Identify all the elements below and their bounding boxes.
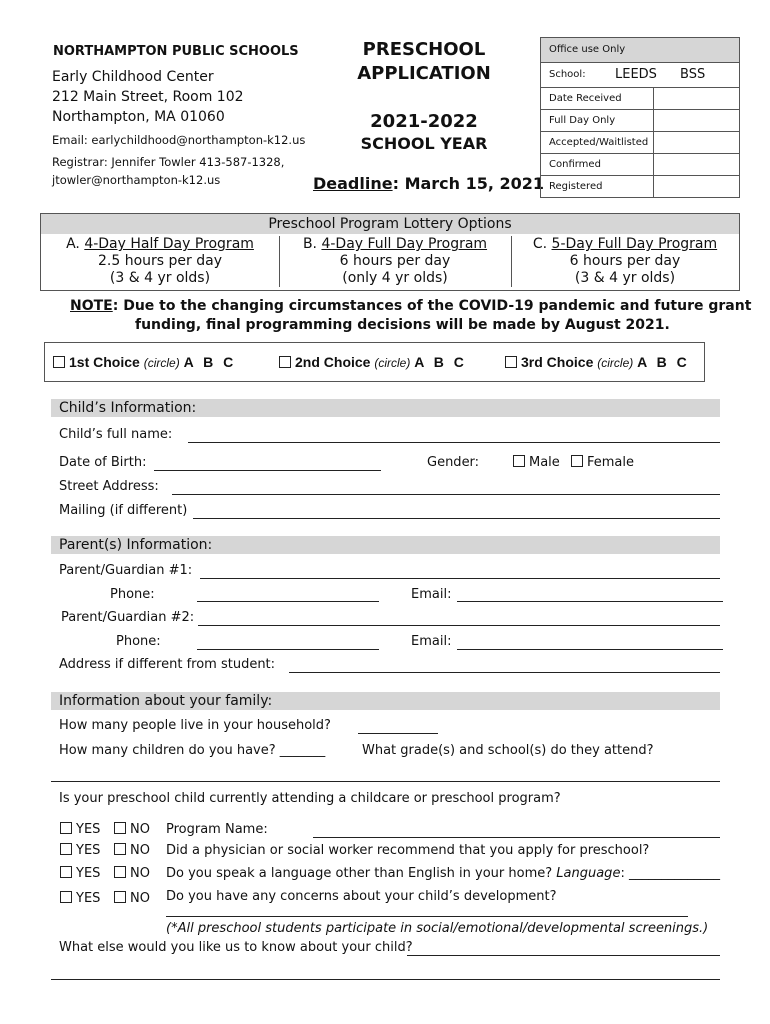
household-label: How many people live in your household? [59, 718, 331, 733]
office-cell[interactable] [653, 176, 739, 197]
contact-email: Email: earlychildhood@northampton-k12.us [52, 133, 306, 147]
choice-hint: (circle) [143, 356, 180, 370]
option-title: 4-Day Half Day Program [84, 236, 254, 252]
address-line-1: 212 Main Street, Room 102 [52, 89, 244, 105]
gender-label: Gender: [427, 455, 480, 470]
mailing-label: Mailing (if different) [59, 503, 188, 518]
option-hours: 2.5 hours per day [98, 253, 222, 269]
checkbox-icon[interactable] [114, 891, 126, 903]
phone1-field[interactable] [197, 601, 379, 602]
concerns-no[interactable] [114, 891, 150, 906]
guardian1-field[interactable] [200, 578, 720, 579]
checkbox-icon[interactable] [513, 455, 525, 467]
option-letter: C. [532, 236, 552, 252]
screening-note: (*All preschool students participate in social/emotional/developmental screenings.) [166, 921, 709, 936]
checkbox-icon[interactable] [60, 891, 72, 903]
child-name-field[interactable] [188, 442, 720, 443]
choice-selection-box [44, 342, 705, 382]
school-option-bss[interactable]: BSS [680, 67, 706, 82]
option-letter: A. [66, 236, 85, 252]
note-label: NOTE [70, 298, 113, 314]
yes-label: YES [76, 866, 101, 881]
option-ages: (3 & 4 yr olds) [109, 270, 211, 286]
title-application: APPLICATION [357, 63, 491, 84]
attending-question: Is your preschool child currently attending a childcare or preschool program? [59, 791, 561, 806]
org-name: NORTHAMPTON PUBLIC SCHOOLS [53, 44, 299, 59]
office-row-label: Registered [549, 181, 603, 192]
else-field-2[interactable] [51, 979, 720, 980]
no-label: NO [130, 843, 150, 858]
office-title-row [541, 38, 739, 62]
no-label: NO [130, 822, 150, 837]
section-child-info: Child’s Information: [51, 399, 720, 417]
office-school-label: School: [549, 69, 586, 80]
center-name: Early Childhood Center [52, 69, 214, 85]
phone2-field[interactable] [197, 649, 379, 650]
option-ages: (only 4 yr olds) [342, 270, 448, 286]
option-name [280, 236, 510, 253]
guardian2-label: Parent/Guardian #2: [61, 610, 195, 625]
address-line-2: Northampton, MA 01060 [52, 109, 225, 125]
language-q-text: Do you speak a language other than English in your home? [166, 866, 553, 881]
program-name-field[interactable] [313, 837, 720, 838]
deadline-label: Deadline [313, 174, 393, 193]
checkbox-icon[interactable] [279, 356, 291, 368]
else-field[interactable] [407, 955, 720, 956]
checkbox-icon[interactable] [114, 866, 126, 878]
email2-label: Email: [411, 634, 452, 649]
female-label: Female [587, 455, 635, 470]
registrar-line-1: Registrar: Jennifer Towler 413-587-1328, [52, 155, 285, 169]
office-row-accepted [541, 131, 739, 153]
registrar-line-2: jtowler@northampton-k12.us [52, 173, 221, 187]
choice-hint: (circle) [374, 356, 411, 370]
office-row-label: Confirmed [549, 159, 601, 170]
option-letter: B. [302, 236, 322, 252]
language-question [166, 866, 720, 881]
street-label: Street Address: [59, 479, 159, 494]
office-row-label: Date Received [549, 93, 622, 104]
household-field[interactable] [358, 733, 438, 734]
office-row-label: Full Day Only [549, 115, 616, 126]
concerns-question: Do you have any concerns about your child’s development? [166, 889, 557, 904]
else-label: What else would you like us to know about your child? [59, 940, 413, 955]
choice-label: 2nd Choice [295, 354, 371, 370]
deadline-date: : March 15, 2021 [392, 174, 545, 193]
school-option-leeds[interactable]: LEEDS [615, 67, 657, 82]
male-label: Male [529, 455, 560, 470]
option-title: 5-Day Full Day Program [551, 236, 718, 252]
language-blank[interactable]: : ______________ [620, 866, 720, 881]
checkbox-icon[interactable] [114, 843, 126, 855]
lottery-options-table [40, 213, 740, 291]
phone2-label: Phone: [116, 634, 161, 649]
no-label: NO [130, 866, 150, 881]
checkbox-icon[interactable] [60, 843, 72, 855]
lottery-option-a [45, 236, 275, 287]
office-cell[interactable] [653, 110, 739, 131]
option-name [512, 236, 738, 253]
yes-label: YES [76, 822, 101, 837]
parent-address-field[interactable] [289, 672, 720, 673]
option-hours: 6 hours per day [569, 253, 681, 269]
title-preschool: PRESCHOOL [362, 39, 486, 60]
office-row-registered [541, 175, 739, 197]
checkbox-icon[interactable] [60, 866, 72, 878]
child-name-label: Child’s full name: [59, 427, 173, 442]
dob-label: Date of Birth: [59, 455, 147, 470]
guardian2-field[interactable] [198, 625, 720, 626]
office-title: Office use Only [549, 44, 626, 55]
choice-options: A B C [183, 354, 234, 370]
title-year: 2021-2022 [370, 111, 478, 132]
no-label: NO [130, 891, 150, 906]
office-use-box [540, 37, 740, 198]
grades-field[interactable] [51, 781, 720, 782]
note-line-2: funding, final programming decisions will be made by August 2021. [135, 317, 670, 333]
office-cell[interactable] [653, 132, 739, 153]
children-label: How many children do you have? _______ [59, 743, 326, 758]
choice-label: 3rd Choice [521, 354, 594, 370]
note-text: : Due to the changing circumstances of the COVID-19 pandemic and future grant [112, 298, 752, 314]
yes-label: YES [76, 891, 101, 906]
choice-2[interactable] [279, 354, 464, 370]
choice-3[interactable] [505, 354, 687, 370]
checkbox-icon[interactable] [571, 455, 583, 467]
note-line-1 [70, 298, 751, 314]
parent-address-label: Address if different from student: [59, 657, 276, 672]
concerns-yes[interactable] [60, 891, 100, 906]
language-no[interactable] [114, 866, 150, 881]
language-yes[interactable] [60, 866, 100, 881]
choice-options: A B C [637, 354, 687, 370]
concerns-field[interactable] [166, 916, 688, 917]
gender-female[interactable] [571, 455, 634, 470]
attending-yes[interactable] [60, 822, 100, 837]
choice-hint: (circle) [597, 356, 634, 370]
option-ages: (3 & 4 yr olds) [574, 270, 676, 286]
deadline [313, 174, 544, 193]
office-row-full-day [541, 109, 739, 131]
office-cell[interactable] [653, 88, 739, 109]
office-school-row [541, 62, 739, 87]
email2-field[interactable] [457, 649, 723, 650]
lottery-option-b [279, 236, 510, 287]
lottery-header: Preschool Program Lottery Options [41, 214, 739, 234]
grades-label: What grade(s) and school(s) do they attend? [362, 743, 654, 758]
checkbox-icon[interactable] [505, 356, 517, 368]
gender-male[interactable] [513, 455, 560, 470]
choice-options: A B C [414, 354, 464, 370]
option-name [45, 236, 275, 253]
office-row-label: Accepted/Waitlisted [549, 137, 649, 148]
street-field[interactable] [172, 494, 720, 495]
email1-field[interactable] [457, 601, 723, 602]
title-school-year: SCHOOL YEAR [360, 134, 488, 153]
choice-1[interactable] [53, 354, 233, 370]
lottery-option-c [511, 236, 738, 287]
office-row-confirmed [541, 153, 739, 175]
section-parent-info: Parent(s) Information: [51, 536, 720, 554]
choice-label: 1st Choice [69, 354, 140, 370]
dob-field[interactable] [154, 470, 381, 471]
physician-question: Did a physician or social worker recommend that you apply for preschool? [166, 843, 650, 858]
checkbox-icon[interactable] [53, 356, 65, 368]
checkbox-icon[interactable] [60, 822, 72, 834]
physician-yes[interactable] [60, 843, 100, 858]
guardian1-label: Parent/Guardian #1: [59, 563, 193, 578]
attending-no[interactable] [114, 822, 150, 837]
phone1-label: Phone: [110, 587, 155, 602]
option-title: 4-Day Full Day Program [321, 236, 488, 252]
office-row-date-received [541, 87, 739, 109]
option-hours: 6 hours per day [339, 253, 451, 269]
physician-no[interactable] [114, 843, 150, 858]
checkbox-icon[interactable] [114, 822, 126, 834]
email1-label: Email: [411, 587, 452, 602]
language-label: Language [556, 866, 621, 881]
mailing-field[interactable] [193, 518, 720, 519]
yes-label: YES [76, 843, 101, 858]
section-family-info: Information about your family: [51, 692, 720, 710]
office-cell[interactable] [653, 154, 739, 175]
program-name-label: Program Name: [166, 822, 268, 837]
